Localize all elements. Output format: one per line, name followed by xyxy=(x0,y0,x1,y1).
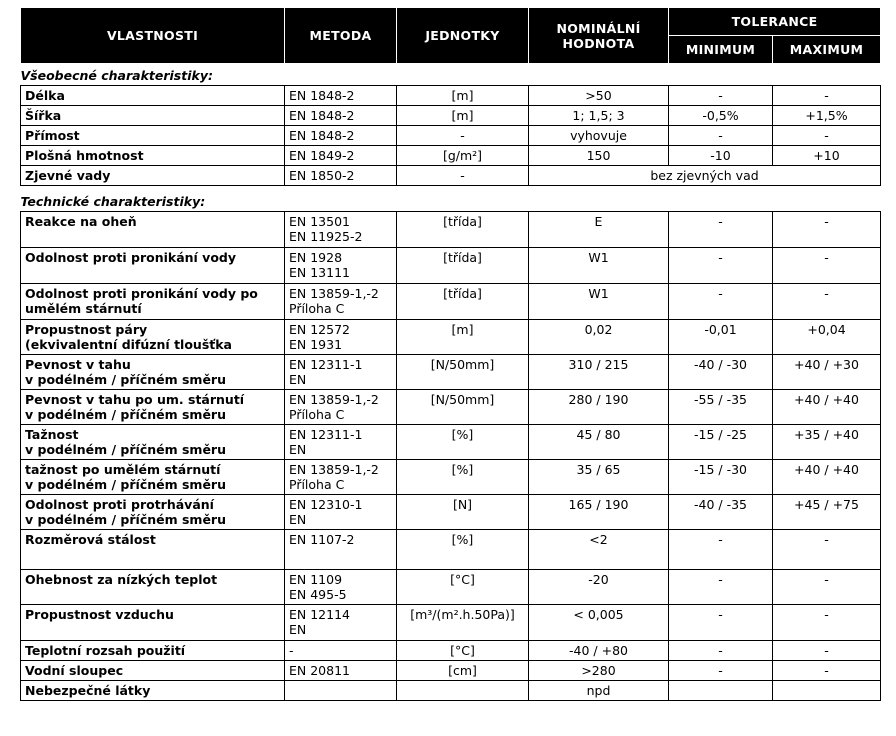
property-cell xyxy=(21,320,285,355)
method-line: Příloha C xyxy=(289,301,345,316)
nominal-cell: 0,02 xyxy=(529,320,669,355)
method-line: EN 12572 xyxy=(289,322,350,337)
method-cell xyxy=(285,495,397,530)
min-cell: - xyxy=(669,248,773,284)
property-line: Rozměrová stálost xyxy=(25,532,156,547)
table-row xyxy=(21,681,881,701)
min-cell xyxy=(669,681,773,701)
unit-cell: [třída] xyxy=(397,212,529,248)
nominal-cell: 165 / 190 xyxy=(529,495,669,530)
method-line: EN xyxy=(289,622,307,637)
method-cell: EN 1849-2 xyxy=(285,146,397,166)
method-cell xyxy=(285,681,397,701)
unit-cell: [m] xyxy=(397,86,529,106)
max-cell: +40 / +40 xyxy=(773,390,881,425)
method-line: EN 11925-2 xyxy=(289,229,363,244)
unit-cell: [%] xyxy=(397,425,529,460)
unit-cell: [°C] xyxy=(397,570,529,605)
unit-cell xyxy=(397,681,529,701)
section-heading: Všeobecné charakteristiky: xyxy=(20,68,213,83)
table-row xyxy=(21,641,881,661)
method-line: EN 13111 xyxy=(289,265,350,280)
table-row xyxy=(21,284,881,320)
property-line: v podélném / příčném směru xyxy=(25,407,226,422)
method-cell: EN 1848-2 xyxy=(285,126,397,146)
max-cell: +10 xyxy=(773,146,881,166)
min-cell: - xyxy=(669,212,773,248)
max-cell: +0,04 xyxy=(773,320,881,355)
property-cell: Plošná hmotnost xyxy=(21,146,285,166)
nominal-cell: vyhovuje xyxy=(529,126,669,146)
table-row xyxy=(21,146,881,166)
method-cell xyxy=(285,284,397,320)
table-row xyxy=(21,495,881,530)
unit-cell: [°C] xyxy=(397,641,529,661)
property-line: Propustnost páry xyxy=(25,322,148,337)
header-property: VLASTNOSTI xyxy=(21,8,285,64)
properties-sheet xyxy=(20,7,880,701)
property-line: (ekvivalentní difúzní tloušťka xyxy=(25,337,232,352)
property-line: Odolnost proti protrhávání xyxy=(25,497,214,512)
min-cell: -0,5% xyxy=(669,106,773,126)
method-line: EN 13859-1,-2 xyxy=(289,286,379,301)
property-line: Propustnost vzduchu xyxy=(25,607,174,622)
method-line: EN 13859-1,-2 xyxy=(289,462,379,477)
property-line: Vodní sloupec xyxy=(25,663,124,678)
table-row xyxy=(21,86,881,106)
header-row-top xyxy=(21,8,881,36)
max-cell: - xyxy=(773,530,881,570)
property-line: umělém stárnutí xyxy=(25,301,142,316)
method-cell xyxy=(285,530,397,570)
max-cell: +40 / +30 xyxy=(773,355,881,390)
property-cell xyxy=(21,284,285,320)
method-line: EN xyxy=(289,442,307,457)
method-line: Příloha C xyxy=(289,477,345,492)
property-cell xyxy=(21,425,285,460)
property-line: Tažnost xyxy=(25,427,79,442)
method-line: EN 12114 xyxy=(289,607,350,622)
min-cell: - xyxy=(669,86,773,106)
unit-cell: [%] xyxy=(397,530,529,570)
property-line: Ohebnost za nízkých teplot xyxy=(25,572,218,587)
unit-cell: - xyxy=(397,126,529,146)
property-cell xyxy=(21,212,285,248)
nominal-cell: -20 xyxy=(529,570,669,605)
nominal-cell: 35 / 65 xyxy=(529,460,669,495)
property-cell xyxy=(21,605,285,641)
min-cell: - xyxy=(669,284,773,320)
nominal-cell: W1 xyxy=(529,248,669,284)
method-line: EN 12311-1 xyxy=(289,357,363,372)
nominal-cell: 1; 1,5; 3 xyxy=(529,106,669,126)
property-line: Odolnost proti pronikání vody po xyxy=(25,286,258,301)
header-nominal: NOMINÁLNÍ HODNOTA xyxy=(529,8,669,64)
property-line: Teplotní rozsah použití xyxy=(25,643,186,658)
property-cell xyxy=(21,641,285,661)
unit-cell: [%] xyxy=(397,460,529,495)
property-line: Pevnost v tahu po um. stárnutí xyxy=(25,392,245,407)
property-line: v podélném / příčném směru xyxy=(25,372,226,387)
min-cell: -55 / -35 xyxy=(669,390,773,425)
property-line: v podélném / příčném směru xyxy=(25,477,226,492)
header-maximum: MAXIMUM xyxy=(773,36,881,64)
property-line: v podélném / příčném směru xyxy=(25,512,226,527)
header-method: METODA xyxy=(285,8,397,64)
nominal-cell: E xyxy=(529,212,669,248)
min-cell: -15 / -30 xyxy=(669,460,773,495)
max-cell: +35 / +40 xyxy=(773,425,881,460)
property-line: Reakce na oheň xyxy=(25,214,137,229)
min-cell: -40 / -35 xyxy=(669,495,773,530)
nominal-cell: <2 xyxy=(529,530,669,570)
unit-cell: [třída] xyxy=(397,248,529,284)
unit-cell: [m] xyxy=(397,106,529,126)
table-row xyxy=(21,126,881,146)
nominal-cell: 150 xyxy=(529,146,669,166)
method-cell xyxy=(285,390,397,425)
nominal-cell: >280 xyxy=(529,661,669,681)
nominal-cell: 45 / 80 xyxy=(529,425,669,460)
table-row xyxy=(21,570,881,605)
table-row xyxy=(21,248,881,284)
property-cell xyxy=(21,390,285,425)
property-cell xyxy=(21,661,285,681)
max-cell: +40 / +40 xyxy=(773,460,881,495)
table-row xyxy=(21,530,881,570)
property-cell: Přímost xyxy=(21,126,285,146)
unit-cell: - xyxy=(397,166,529,186)
max-cell: - xyxy=(773,605,881,641)
property-cell xyxy=(21,495,285,530)
table-row xyxy=(21,320,881,355)
method-cell xyxy=(285,355,397,390)
table-row xyxy=(21,166,881,186)
method-line: EN 495-5 xyxy=(289,587,347,602)
method-cell xyxy=(285,425,397,460)
min-cell: - xyxy=(669,570,773,605)
property-cell: Zjevné vady xyxy=(21,166,285,186)
unit-cell: [N/50mm] xyxy=(397,355,529,390)
table-row xyxy=(21,661,881,681)
nominal-cell: >50 xyxy=(529,86,669,106)
table-row xyxy=(21,390,881,425)
min-cell: - xyxy=(669,661,773,681)
method-line: EN 13859-1,-2 xyxy=(289,392,379,407)
min-cell: - xyxy=(669,530,773,570)
min-cell: - xyxy=(669,641,773,661)
method-cell xyxy=(285,320,397,355)
max-cell: - xyxy=(773,248,881,284)
min-cell: - xyxy=(669,126,773,146)
section-heading-row xyxy=(21,64,881,86)
table-row xyxy=(21,460,881,495)
nominal-cell: W1 xyxy=(529,284,669,320)
max-cell: - xyxy=(773,126,881,146)
header-minimum: MINIMUM xyxy=(669,36,773,64)
nominal-cell: 310 / 215 xyxy=(529,355,669,390)
method-cell xyxy=(285,212,397,248)
table-row xyxy=(21,212,881,248)
section-heading: Technické charakteristiky: xyxy=(20,194,206,209)
table-row xyxy=(21,605,881,641)
max-cell: - xyxy=(773,661,881,681)
method-line: EN 1107-2 xyxy=(289,532,355,547)
max-cell: - xyxy=(773,86,881,106)
unit-cell: [m³/(m².h.50Pa)] xyxy=(397,605,529,641)
table-row xyxy=(21,425,881,460)
min-cell: -0,01 xyxy=(669,320,773,355)
property-line: Nebezpečné látky xyxy=(25,683,151,698)
method-cell xyxy=(285,570,397,605)
method-line: EN 12310-1 xyxy=(289,497,363,512)
method-cell xyxy=(285,641,397,661)
max-cell: +45 / +75 xyxy=(773,495,881,530)
max-cell xyxy=(773,681,881,701)
max-cell: - xyxy=(773,570,881,605)
min-cell: -10 xyxy=(669,146,773,166)
table-row xyxy=(21,106,881,126)
header-tolerance: TOLERANCE xyxy=(669,8,881,36)
nominal-cell: -40 / +80 xyxy=(529,641,669,661)
property-line: v podélném / příčném směru xyxy=(25,442,226,457)
section-heading-row xyxy=(21,186,881,212)
method-cell: EN 1848-2 xyxy=(285,86,397,106)
max-cell: - xyxy=(773,284,881,320)
method-line: EN 20811 xyxy=(289,663,350,678)
method-line: EN xyxy=(289,512,307,527)
nominal-cell: npd xyxy=(529,681,669,701)
max-cell: - xyxy=(773,641,881,661)
property-cell: Délka xyxy=(21,86,285,106)
method-cell: EN 1848-2 xyxy=(285,106,397,126)
nominal-cell: < 0,005 xyxy=(529,605,669,641)
method-cell xyxy=(285,661,397,681)
table-body xyxy=(21,64,881,701)
property-cell xyxy=(21,248,285,284)
min-cell: -15 / -25 xyxy=(669,425,773,460)
method-cell xyxy=(285,605,397,641)
method-line: - xyxy=(289,643,294,658)
method-line: EN 12311-1 xyxy=(289,427,363,442)
property-line: tažnost po umělém stárnutí xyxy=(25,462,221,477)
method-line: Příloha C xyxy=(289,407,345,422)
unit-cell: [N] xyxy=(397,495,529,530)
unit-cell: [třída] xyxy=(397,284,529,320)
max-cell: +1,5% xyxy=(773,106,881,126)
unit-cell: [N/50mm] xyxy=(397,390,529,425)
method-cell: EN 1850-2 xyxy=(285,166,397,186)
properties-table xyxy=(20,7,881,701)
method-cell xyxy=(285,248,397,284)
method-line: EN 1931 xyxy=(289,337,343,352)
header-units: JEDNOTKY xyxy=(397,8,529,64)
merged-value-cell: bez zjevných vad xyxy=(529,166,881,186)
property-cell xyxy=(21,530,285,570)
method-line: EN xyxy=(289,372,307,387)
unit-cell: [cm] xyxy=(397,661,529,681)
max-cell: - xyxy=(773,212,881,248)
min-cell: -40 / -30 xyxy=(669,355,773,390)
method-line: EN 1109 xyxy=(289,572,343,587)
unit-cell: [g/m²] xyxy=(397,146,529,166)
method-line: EN 1928 xyxy=(289,250,343,265)
property-cell xyxy=(21,460,285,495)
property-line: Pevnost v tahu xyxy=(25,357,131,372)
nominal-cell: 280 / 190 xyxy=(529,390,669,425)
property-line: Odolnost proti pronikání vody xyxy=(25,250,237,265)
unit-cell: [m] xyxy=(397,320,529,355)
property-cell: Šířka xyxy=(21,106,285,126)
property-cell xyxy=(21,355,285,390)
property-cell xyxy=(21,570,285,605)
method-cell xyxy=(285,460,397,495)
method-line: EN 13501 xyxy=(289,214,350,229)
table-row xyxy=(21,355,881,390)
min-cell: - xyxy=(669,605,773,641)
property-cell xyxy=(21,681,285,701)
